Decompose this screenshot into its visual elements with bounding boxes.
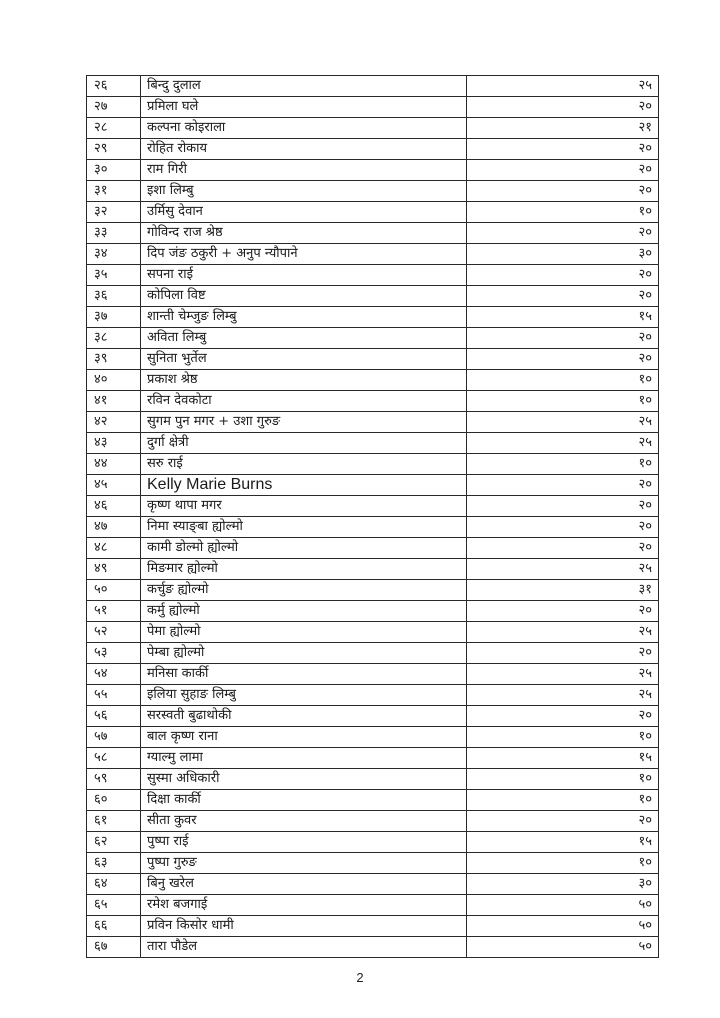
amount-cell: १५ bbox=[467, 832, 659, 853]
table-row bbox=[87, 265, 659, 286]
amount-cell: २० bbox=[467, 97, 659, 118]
table-row bbox=[87, 790, 659, 811]
name-cell: बिनु खरेल bbox=[141, 874, 467, 895]
name-cell: रविन देवकोटा bbox=[141, 391, 467, 412]
name-cell: मिङमार ह्योल्मो bbox=[141, 559, 467, 580]
table-row bbox=[87, 937, 659, 958]
serial-number-cell: ४२ bbox=[87, 412, 141, 433]
name-cell: प्रकाश श्रेष्ठ bbox=[141, 370, 467, 391]
table-row bbox=[87, 349, 659, 370]
name-cell: सुस्मा अधिकारी bbox=[141, 769, 467, 790]
serial-number-cell: ५१ bbox=[87, 601, 141, 622]
name-cell: सपना राई bbox=[141, 265, 467, 286]
amount-cell: २१ bbox=[467, 118, 659, 139]
amount-cell: २५ bbox=[467, 559, 659, 580]
amount-cell: २५ bbox=[467, 76, 659, 97]
table-row bbox=[87, 874, 659, 895]
amount-cell: २० bbox=[467, 265, 659, 286]
table-row bbox=[87, 391, 659, 412]
table-row bbox=[87, 97, 659, 118]
table-row bbox=[87, 475, 659, 496]
amount-cell: २० bbox=[467, 160, 659, 181]
serial-number-cell: ४३ bbox=[87, 433, 141, 454]
amount-cell: १० bbox=[467, 202, 659, 223]
amount-cell: २० bbox=[467, 475, 659, 496]
table-row bbox=[87, 853, 659, 874]
serial-number-cell: २७ bbox=[87, 97, 141, 118]
amount-cell: ५० bbox=[467, 895, 659, 916]
table-row bbox=[87, 433, 659, 454]
name-cell: दिप जंङ ठकुरी + अनुप न्यौपाने bbox=[141, 244, 467, 265]
name-cell: अविता लिम्बु bbox=[141, 328, 467, 349]
name-cell: कृष्ण थापा मगर bbox=[141, 496, 467, 517]
serial-number-cell: ६१ bbox=[87, 811, 141, 832]
table-row bbox=[87, 160, 659, 181]
name-cell: दुर्गा क्षेत्री bbox=[141, 433, 467, 454]
amount-cell: २० bbox=[467, 223, 659, 244]
amount-cell: ३० bbox=[467, 874, 659, 895]
amount-cell: २० bbox=[467, 181, 659, 202]
serial-number-cell: ६२ bbox=[87, 832, 141, 853]
serial-number-cell: ३७ bbox=[87, 307, 141, 328]
serial-number-cell: ५५ bbox=[87, 685, 141, 706]
amount-cell: ३१ bbox=[467, 580, 659, 601]
table-row bbox=[87, 76, 659, 97]
serial-number-cell: ३६ bbox=[87, 286, 141, 307]
name-cell: ग्याल्मु लामा bbox=[141, 748, 467, 769]
serial-number-cell: ६५ bbox=[87, 895, 141, 916]
table-row bbox=[87, 622, 659, 643]
table-row bbox=[87, 181, 659, 202]
name-cell: पेमा ह्योल्मो bbox=[141, 622, 467, 643]
serial-number-cell: ४५ bbox=[87, 475, 141, 496]
table-body bbox=[87, 76, 659, 958]
amount-cell: ५० bbox=[467, 937, 659, 958]
name-cell: सुगम पुन मगर + उशा गुरुङ bbox=[141, 412, 467, 433]
name-cell: शान्ती चेम्जुङ लिम्बु bbox=[141, 307, 467, 328]
name-cell: रोहित रोकाय bbox=[141, 139, 467, 160]
name-cell: सरु राई bbox=[141, 454, 467, 475]
amount-cell: २५ bbox=[467, 412, 659, 433]
table-row bbox=[87, 370, 659, 391]
amount-cell: २० bbox=[467, 706, 659, 727]
table-row bbox=[87, 244, 659, 265]
table-row bbox=[87, 559, 659, 580]
name-cell: निमा स्याङ्बा ह्योल्मो bbox=[141, 517, 467, 538]
table-row bbox=[87, 811, 659, 832]
name-cell: कर्चुङ ह्योल्मो bbox=[141, 580, 467, 601]
amount-cell: २० bbox=[467, 328, 659, 349]
page-number: 2 bbox=[356, 970, 364, 985]
amount-cell: १० bbox=[467, 727, 659, 748]
table-row bbox=[87, 580, 659, 601]
table-row bbox=[87, 664, 659, 685]
serial-number-cell: ४८ bbox=[87, 538, 141, 559]
name-cell: सुनिता भुर्तेल bbox=[141, 349, 467, 370]
name-cell: कामी डोल्मो ह्योल्मो bbox=[141, 538, 467, 559]
serial-number-cell: ६३ bbox=[87, 853, 141, 874]
table-row bbox=[87, 118, 659, 139]
name-cell: बाल कृष्ण राना bbox=[141, 727, 467, 748]
name-cell: प्रविन किसोर धामी bbox=[141, 916, 467, 937]
name-cell: इशा लिम्बु bbox=[141, 181, 467, 202]
table-row bbox=[87, 769, 659, 790]
serial-number-cell: ५७ bbox=[87, 727, 141, 748]
table-row bbox=[87, 538, 659, 559]
amount-cell: १० bbox=[467, 769, 659, 790]
amount-cell: १० bbox=[467, 370, 659, 391]
serial-number-cell: ५३ bbox=[87, 643, 141, 664]
amount-cell: २० bbox=[467, 538, 659, 559]
serial-number-cell: ४७ bbox=[87, 517, 141, 538]
table-row bbox=[87, 328, 659, 349]
table-row bbox=[87, 496, 659, 517]
name-cell: रमेश बजगाई bbox=[141, 895, 467, 916]
serial-number-cell: ३८ bbox=[87, 328, 141, 349]
name-cell: पुष्पा गुरुङ bbox=[141, 853, 467, 874]
serial-number-cell: ४६ bbox=[87, 496, 141, 517]
name-cell: बिन्दु दुलाल bbox=[141, 76, 467, 97]
table-row bbox=[87, 412, 659, 433]
serial-number-cell: ३२ bbox=[87, 202, 141, 223]
name-cell: गोविन्द राज श्रेष्ठ bbox=[141, 223, 467, 244]
serial-number-cell: ६७ bbox=[87, 937, 141, 958]
serial-number-cell: ३४ bbox=[87, 244, 141, 265]
amount-cell: २५ bbox=[467, 664, 659, 685]
serial-number-cell: ३५ bbox=[87, 265, 141, 286]
serial-number-cell: २६ bbox=[87, 76, 141, 97]
amount-cell: २० bbox=[467, 811, 659, 832]
serial-number-cell: ४१ bbox=[87, 391, 141, 412]
table-row bbox=[87, 706, 659, 727]
amount-cell: २० bbox=[467, 349, 659, 370]
serial-number-cell: ५२ bbox=[87, 622, 141, 643]
name-cell: पेम्बा ह्योल्मो bbox=[141, 643, 467, 664]
name-cell: सरस्वती बुढाथोकी bbox=[141, 706, 467, 727]
table-row bbox=[87, 307, 659, 328]
serial-number-cell: ६६ bbox=[87, 916, 141, 937]
table-row bbox=[87, 643, 659, 664]
name-cell: कल्पना कोइराला bbox=[141, 118, 467, 139]
name-cell: तारा पौडेल bbox=[141, 937, 467, 958]
name-cell: राम गिरी bbox=[141, 160, 467, 181]
table-row bbox=[87, 895, 659, 916]
table-row bbox=[87, 286, 659, 307]
table-row bbox=[87, 916, 659, 937]
table-row bbox=[87, 223, 659, 244]
amount-cell: २५ bbox=[467, 622, 659, 643]
amount-cell: ३० bbox=[467, 244, 659, 265]
amount-cell: २० bbox=[467, 286, 659, 307]
table-row bbox=[87, 454, 659, 475]
amount-cell: १० bbox=[467, 853, 659, 874]
table-row bbox=[87, 517, 659, 538]
amount-cell: २५ bbox=[467, 433, 659, 454]
serial-number-cell: ६४ bbox=[87, 874, 141, 895]
amount-cell: २० bbox=[467, 496, 659, 517]
serial-number-cell: ५८ bbox=[87, 748, 141, 769]
amount-cell: २५ bbox=[467, 685, 659, 706]
amount-cell: २० bbox=[467, 601, 659, 622]
table-row bbox=[87, 139, 659, 160]
amount-cell: २० bbox=[467, 643, 659, 664]
serial-number-cell: ५६ bbox=[87, 706, 141, 727]
serial-number-cell: ४० bbox=[87, 370, 141, 391]
serial-number-cell: २९ bbox=[87, 139, 141, 160]
name-cell: पुष्पा राई bbox=[141, 832, 467, 853]
serial-number-cell: २८ bbox=[87, 118, 141, 139]
amount-cell: १० bbox=[467, 391, 659, 412]
serial-number-cell: ३१ bbox=[87, 181, 141, 202]
name-cell: Kelly Marie Burns bbox=[141, 475, 467, 496]
amount-cell: १५ bbox=[467, 307, 659, 328]
amount-cell: १५ bbox=[467, 748, 659, 769]
amount-cell: १० bbox=[467, 790, 659, 811]
table-row bbox=[87, 601, 659, 622]
contribution-table bbox=[86, 75, 659, 958]
table-row bbox=[87, 832, 659, 853]
name-cell: इलिया सुहाङ लिम्बु bbox=[141, 685, 467, 706]
serial-number-cell: ५४ bbox=[87, 664, 141, 685]
serial-number-cell: ४९ bbox=[87, 559, 141, 580]
name-cell: मनिसा कार्की bbox=[141, 664, 467, 685]
name-cell: दिक्षा कार्की bbox=[141, 790, 467, 811]
table-row bbox=[87, 727, 659, 748]
amount-cell: २० bbox=[467, 517, 659, 538]
serial-number-cell: ५० bbox=[87, 580, 141, 601]
table-row bbox=[87, 685, 659, 706]
table-row bbox=[87, 202, 659, 223]
amount-cell: ५० bbox=[467, 916, 659, 937]
name-cell: सीता कुवर bbox=[141, 811, 467, 832]
amount-cell: २० bbox=[467, 139, 659, 160]
name-cell: कर्मु ह्योल्मो bbox=[141, 601, 467, 622]
serial-number-cell: ४४ bbox=[87, 454, 141, 475]
serial-number-cell: ३९ bbox=[87, 349, 141, 370]
name-cell: कोपिला विष्ट bbox=[141, 286, 467, 307]
serial-number-cell: ३० bbox=[87, 160, 141, 181]
table-row bbox=[87, 748, 659, 769]
name-cell: उर्मिसु देवान bbox=[141, 202, 467, 223]
serial-number-cell: ३३ bbox=[87, 223, 141, 244]
name-cell: प्रमिला घले bbox=[141, 97, 467, 118]
serial-number-cell: ६० bbox=[87, 790, 141, 811]
amount-cell: १० bbox=[467, 454, 659, 475]
serial-number-cell: ५९ bbox=[87, 769, 141, 790]
